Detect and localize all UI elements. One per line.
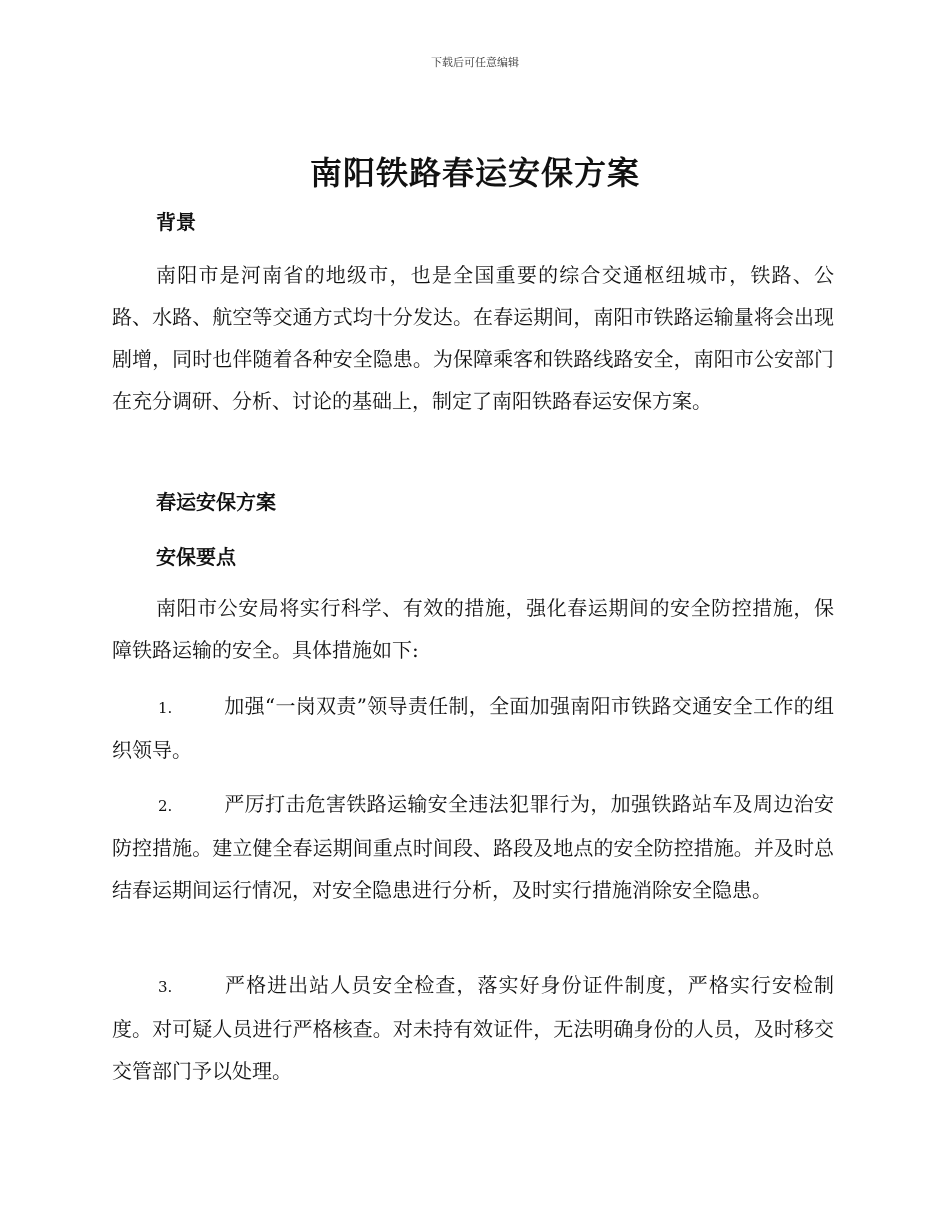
list-item-number: 3. <box>158 978 173 996</box>
list-item-number: 1. <box>158 699 173 717</box>
background-paragraph: 南阳市是河南省的地级市，也是全国重要的综合交通枢纽城市，铁路、公路、水路、航空等交通方式均十分发达。在春运期间，南阳市铁路运输量将会出现剧增，同时也伴随着各种安全隐患。为保障乘客和铁路线路安全，南阳市公安部门在充分调研、分析、讨论的基础上，制定了南阳铁路春运安保方案。 <box>112 263 834 413</box>
header-note: 下载后可任意编辑 <box>431 56 519 69</box>
list-item-text: 加强“一岗双责”领导责任制，全面加强南阳市铁路交通安全工作的组织领导。 <box>112 694 834 762</box>
list-item-text: 严厉打击危害铁路运输安全违法犯罪行为，加强铁路站车及周边治安防控措施。建立健全春运期间重点时间段、路段及地点的安全防控措施。并及时总结春运期间运行情况，对安全隐患进行分析，及时实行措施消除安全隐患。 <box>112 792 834 902</box>
document-title: 南阳铁路春运安保方案 <box>309 154 640 192</box>
list-item <box>112 783 834 911</box>
list-item <box>112 685 834 771</box>
list-item-text: 严格进出站人员安全检查，落实好身份证件制度，严格实行安检制度。对可疑人员进行严格核查。对未持有效证件，无法明确身份的人员，及时移交交管部门予以处理。 <box>112 973 834 1083</box>
list-item-number: 2. <box>158 797 173 815</box>
points-heading: 安保要点 <box>156 545 236 569</box>
points-intro-paragraph: 南阳市公安局将实行科学、有效的措施，强化春运期间的安全防控措施，保障铁路运输的安全。具体措施如下: <box>112 596 834 662</box>
plan-heading: 春运安保方案 <box>156 490 276 514</box>
background-heading: 背景 <box>156 210 196 234</box>
list-item <box>112 964 834 1092</box>
